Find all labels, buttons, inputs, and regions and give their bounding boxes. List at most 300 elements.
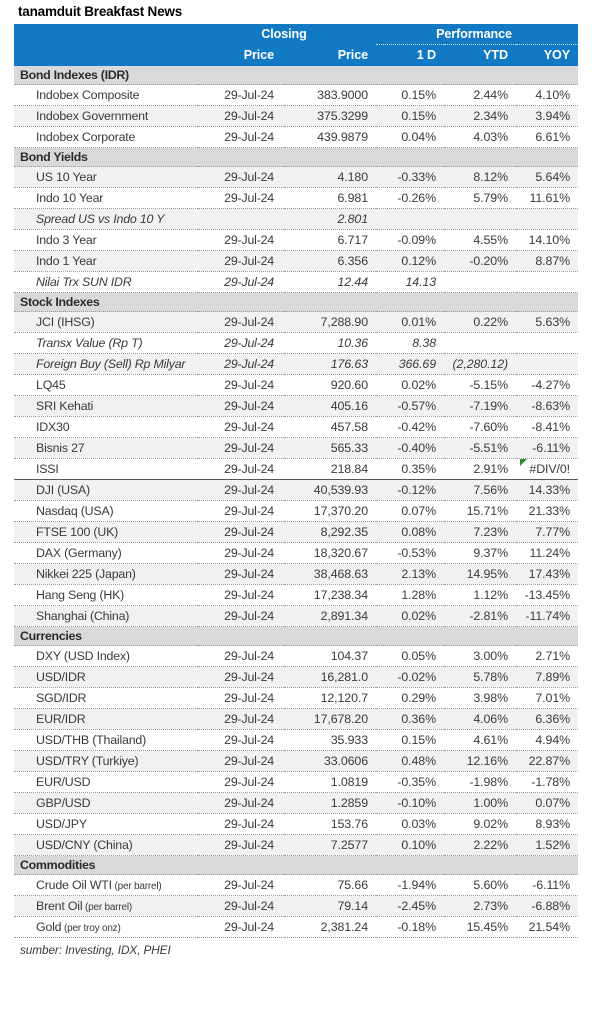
instrument-unit-note: (per barrel) (111, 881, 162, 892)
table-row (14, 667, 578, 688)
instrument-label: Nikkei 225 (Japan) (36, 567, 136, 581)
instrument-name (14, 646, 198, 667)
closing-price: 8,292.35 (284, 522, 376, 543)
instrument-label: EUR/IDR (36, 712, 86, 726)
instrument-label: Hang Seng (HK) (36, 588, 125, 602)
instrument-name (14, 751, 198, 772)
instrument-name (14, 667, 198, 688)
header-col-yoy: YOY (516, 45, 578, 67)
table-row (14, 480, 578, 501)
closing-date: 29-Jul-24 (198, 396, 284, 417)
table-row (14, 793, 578, 814)
closing-price: 10.36 (284, 333, 376, 354)
perf-yoy: 7.89% (516, 667, 578, 688)
section-header-row (14, 856, 578, 875)
closing-date: 29-Jul-24 (198, 85, 284, 106)
perf-1d: -0.33% (376, 167, 444, 188)
instrument-label: USD/TRY (Turkiye) (36, 754, 139, 768)
perf-yoy: -11.74% (516, 606, 578, 627)
perf-1d: 0.01% (376, 312, 444, 333)
table-row (14, 772, 578, 793)
table-row (14, 688, 578, 709)
perf-ytd: -1.98% (444, 772, 516, 793)
perf-yoy: 21.33% (516, 501, 578, 522)
perf-1d: 0.35% (376, 459, 444, 480)
perf-yoy: 8.93% (516, 814, 578, 835)
closing-date: 29-Jul-24 (198, 543, 284, 564)
closing-date: 29-Jul-24 (198, 835, 284, 856)
closing-price: 17,678.20 (284, 709, 376, 730)
instrument-name (14, 585, 198, 606)
closing-price: 383.9000 (284, 85, 376, 106)
perf-ytd: 9.02% (444, 814, 516, 835)
instrument-label: USD/CNY (China) (36, 838, 133, 852)
perf-yoy: 6.36% (516, 709, 578, 730)
perf-yoy: -13.45% (516, 585, 578, 606)
instrument-name (14, 896, 198, 917)
section-title: Stock Indexes (14, 293, 578, 312)
closing-price: 2.801 (284, 209, 376, 230)
perf-yoy: 14.33% (516, 480, 578, 501)
perf-yoy: -6.11% (516, 438, 578, 459)
table-row (14, 835, 578, 856)
instrument-label: Nasdaq (USA) (36, 504, 114, 518)
closing-date: 29-Jul-24 (198, 251, 284, 272)
perf-1d: 0.36% (376, 709, 444, 730)
instrument-name (14, 772, 198, 793)
closing-date: 29-Jul-24 (198, 751, 284, 772)
instrument-label: Spread US vs Indo 10 Y (36, 212, 165, 226)
instrument-label: Transx Value (Rp T) (36, 336, 143, 350)
instrument-label: Indobex Composite (36, 88, 140, 102)
perf-yoy: 5.63% (516, 312, 578, 333)
instrument-label: ISSI (36, 462, 59, 476)
instrument-label: Indobex Government (36, 109, 149, 123)
closing-price: 405.16 (284, 396, 376, 417)
closing-date: 29-Jul-24 (198, 688, 284, 709)
perf-ytd: (2,280.12) (444, 354, 516, 375)
instrument-name (14, 564, 198, 585)
perf-1d: -0.02% (376, 667, 444, 688)
closing-price: 565.33 (284, 438, 376, 459)
table-row (14, 814, 578, 835)
header-group-performance: Performance (376, 24, 578, 45)
perf-ytd: 1.12% (444, 585, 516, 606)
perf-yoy (516, 354, 578, 375)
instrument-name (14, 354, 198, 375)
perf-ytd: 4.55% (444, 230, 516, 251)
error-value-wrapper (529, 462, 570, 476)
header-spacer (14, 24, 198, 45)
instrument-name (14, 106, 198, 127)
closing-date: 29-Jul-24 (198, 730, 284, 751)
perf-ytd: 1.00% (444, 793, 516, 814)
instrument-name (14, 438, 198, 459)
section-title: Bond Yields (14, 148, 578, 167)
header-col-1d: 1 D (376, 45, 444, 67)
table-row (14, 875, 578, 896)
perf-1d: 0.29% (376, 688, 444, 709)
perf-ytd: 15.71% (444, 501, 516, 522)
perf-yoy: 8.87% (516, 251, 578, 272)
perf-yoy (516, 333, 578, 354)
table-row (14, 127, 578, 148)
perf-ytd: 7.23% (444, 522, 516, 543)
table-row (14, 272, 578, 293)
closing-date: 29-Jul-24 (198, 814, 284, 835)
perf-yoy: 4.10% (516, 85, 578, 106)
table-row (14, 312, 578, 333)
perf-1d: -0.26% (376, 188, 444, 209)
closing-date: 29-Jul-24 (198, 646, 284, 667)
perf-1d: 0.02% (376, 606, 444, 627)
instrument-name (14, 251, 198, 272)
perf-1d: 2.13% (376, 564, 444, 585)
instrument-label: Shanghai (China) (36, 609, 130, 623)
perf-yoy: 0.07% (516, 793, 578, 814)
perf-1d: -0.10% (376, 793, 444, 814)
instrument-label: LQ45 (36, 378, 66, 392)
closing-date: 29-Jul-24 (198, 167, 284, 188)
table-header (14, 24, 578, 66)
perf-1d: 0.15% (376, 730, 444, 751)
closing-date: 29-Jul-24 (198, 375, 284, 396)
perf-yoy: 2.71% (516, 646, 578, 667)
page-title: tanamduit Breakfast News (18, 4, 183, 19)
perf-1d: -0.18% (376, 917, 444, 938)
perf-ytd: -7.19% (444, 396, 516, 417)
table-row (14, 106, 578, 127)
closing-date: 29-Jul-24 (198, 522, 284, 543)
instrument-name (14, 730, 198, 751)
instrument-name (14, 522, 198, 543)
header-col-ytd: YTD (444, 45, 516, 67)
header-col-date: Price (198, 45, 284, 67)
instrument-label: USD/THB (Thailand) (36, 733, 147, 747)
perf-1d: 0.15% (376, 85, 444, 106)
instrument-name (14, 85, 198, 106)
instrument-label: EUR/USD (36, 775, 91, 789)
instrument-label: DAX (Germany) (36, 546, 122, 560)
perf-yoy: 11.61% (516, 188, 578, 209)
closing-price: 79.14 (284, 896, 376, 917)
closing-price: 218.84 (284, 459, 376, 480)
perf-yoy: -8.41% (516, 417, 578, 438)
closing-date: 29-Jul-24 (198, 667, 284, 688)
closing-date: 29-Jul-24 (198, 917, 284, 938)
closing-price: 2,891.34 (284, 606, 376, 627)
instrument-label: Indo 1 Year (36, 254, 97, 268)
table-row (14, 917, 578, 938)
perf-ytd: 5.78% (444, 667, 516, 688)
perf-1d: -2.45% (376, 896, 444, 917)
instrument-label: USD/JPY (36, 817, 87, 831)
perf-1d: 14.13 (376, 272, 444, 293)
perf-ytd: 2.22% (444, 835, 516, 856)
perf-yoy: -6.11% (516, 875, 578, 896)
perf-1d: 0.08% (376, 522, 444, 543)
closing-date: 29-Jul-24 (198, 354, 284, 375)
instrument-label: Foreign Buy (Sell) Rp Milyar (36, 357, 186, 371)
instrument-name (14, 917, 198, 938)
closing-price: 17,238.34 (284, 585, 376, 606)
perf-yoy-value: #DIV/0! (529, 462, 571, 476)
table-row (14, 209, 578, 230)
instrument-name (14, 209, 198, 230)
instrument-label: Indo 10 Year (36, 191, 104, 205)
closing-date: 29-Jul-24 (198, 564, 284, 585)
perf-ytd: 9.37% (444, 543, 516, 564)
instrument-name (14, 188, 198, 209)
perf-yoy: 21.54% (516, 917, 578, 938)
perf-ytd (444, 272, 516, 293)
perf-yoy: -8.63% (516, 396, 578, 417)
instrument-name (14, 793, 198, 814)
table-row (14, 459, 578, 480)
closing-date: 29-Jul-24 (198, 438, 284, 459)
instrument-name (14, 272, 198, 293)
table-row (14, 188, 578, 209)
table-row (14, 396, 578, 417)
perf-ytd: 3.98% (444, 688, 516, 709)
perf-ytd: -7.60% (444, 417, 516, 438)
closing-price: 2,381.24 (284, 917, 376, 938)
closing-price: 33.0606 (284, 751, 376, 772)
closing-date: 29-Jul-24 (198, 793, 284, 814)
table-row (14, 375, 578, 396)
instrument-label: Nilai Trx SUN IDR (36, 275, 132, 289)
instrument-label: DJI (USA) (36, 483, 90, 497)
closing-date: 29-Jul-24 (198, 230, 284, 251)
table-row (14, 333, 578, 354)
instrument-name (14, 375, 198, 396)
instrument-name (14, 835, 198, 856)
perf-ytd: 4.06% (444, 709, 516, 730)
table-row (14, 564, 578, 585)
perf-1d: 0.05% (376, 646, 444, 667)
section-header-row (14, 627, 578, 646)
perf-ytd: -0.20% (444, 251, 516, 272)
closing-date: 29-Jul-24 (198, 127, 284, 148)
instrument-name (14, 417, 198, 438)
instrument-name (14, 127, 198, 148)
table-row (14, 230, 578, 251)
perf-ytd: -5.15% (444, 375, 516, 396)
perf-1d (376, 209, 444, 230)
instrument-label: US 10 Year (36, 170, 97, 184)
section-title: Bond Indexes (IDR) (14, 66, 578, 85)
instrument-name (14, 480, 198, 501)
header-group-closing: Closing (198, 24, 376, 45)
perf-ytd: 0.22% (444, 312, 516, 333)
perf-ytd: 5.79% (444, 188, 516, 209)
instrument-label: Indobex Corporate (36, 130, 136, 144)
closing-price: 1.2859 (284, 793, 376, 814)
instrument-label: Indo 3 Year (36, 233, 97, 247)
instrument-label: JCI (IHSG) (36, 315, 95, 329)
perf-ytd: 15.45% (444, 917, 516, 938)
closing-date: 29-Jul-24 (198, 875, 284, 896)
instrument-name (14, 501, 198, 522)
closing-price: 439.9879 (284, 127, 376, 148)
closing-price: 17,370.20 (284, 501, 376, 522)
closing-price: 16,281.0 (284, 667, 376, 688)
instrument-name (14, 606, 198, 627)
perf-ytd: -2.81% (444, 606, 516, 627)
closing-date: 29-Jul-24 (198, 333, 284, 354)
closing-price: 6.981 (284, 188, 376, 209)
perf-ytd: 2.34% (444, 106, 516, 127)
perf-1d: -0.57% (376, 396, 444, 417)
perf-1d: 0.12% (376, 251, 444, 272)
instrument-name (14, 396, 198, 417)
error-flag-triangle-icon (520, 459, 527, 466)
perf-ytd: 2.91% (444, 459, 516, 480)
closing-date: 29-Jul-24 (198, 501, 284, 522)
closing-price: 7.2577 (284, 835, 376, 856)
table-row (14, 896, 578, 917)
perf-1d: 8.38 (376, 333, 444, 354)
section-header-row (14, 293, 578, 312)
perf-1d: -0.09% (376, 230, 444, 251)
perf-yoy: 14.10% (516, 230, 578, 251)
table-row (14, 167, 578, 188)
closing-price: 153.76 (284, 814, 376, 835)
perf-yoy: 22.87% (516, 751, 578, 772)
market-data-table (14, 24, 578, 938)
instrument-label: GBP/USD (36, 796, 91, 810)
perf-1d: -0.12% (376, 480, 444, 501)
perf-yoy: 11.24% (516, 543, 578, 564)
perf-yoy (516, 459, 578, 480)
closing-date: 29-Jul-24 (198, 188, 284, 209)
perf-yoy: -4.27% (516, 375, 578, 396)
instrument-name (14, 709, 198, 730)
closing-date: 29-Jul-24 (198, 106, 284, 127)
perf-ytd: 4.61% (444, 730, 516, 751)
perf-1d: 0.48% (376, 751, 444, 772)
perf-1d: -1.94% (376, 875, 444, 896)
perf-yoy: -6.88% (516, 896, 578, 917)
perf-yoy: 1.52% (516, 835, 578, 856)
table-row (14, 522, 578, 543)
table-row (14, 709, 578, 730)
perf-yoy: 7.77% (516, 522, 578, 543)
instrument-label: Crude Oil WTI (36, 878, 112, 892)
closing-date: 29-Jul-24 (198, 896, 284, 917)
header-col-price: Price (284, 45, 376, 67)
closing-date: 29-Jul-24 (198, 312, 284, 333)
perf-yoy (516, 209, 578, 230)
table-row (14, 646, 578, 667)
closing-date: 29-Jul-24 (198, 417, 284, 438)
perf-1d: 0.07% (376, 501, 444, 522)
instrument-name (14, 814, 198, 835)
header-spacer-2 (14, 45, 198, 67)
perf-yoy: 4.94% (516, 730, 578, 751)
closing-price: 920.60 (284, 375, 376, 396)
closing-price: 12,120.7 (284, 688, 376, 709)
perf-ytd: -5.51% (444, 438, 516, 459)
section-header-row (14, 66, 578, 85)
closing-date: 29-Jul-24 (198, 480, 284, 501)
closing-date: 29-Jul-24 (198, 459, 284, 480)
instrument-name (14, 459, 198, 480)
section-header-row (14, 148, 578, 167)
closing-price: 7,288.90 (284, 312, 376, 333)
perf-ytd (444, 333, 516, 354)
instrument-name (14, 167, 198, 188)
instrument-label: FTSE 100 (UK) (36, 525, 119, 539)
section-title: Currencies (14, 627, 578, 646)
instrument-label: SGD/IDR (36, 691, 87, 705)
instrument-label: DXY (USD Index) (36, 649, 130, 663)
closing-price: 6.356 (284, 251, 376, 272)
perf-yoy (516, 272, 578, 293)
perf-yoy: 3.94% (516, 106, 578, 127)
closing-date (198, 209, 284, 230)
perf-1d: -0.53% (376, 543, 444, 564)
closing-date: 29-Jul-24 (198, 272, 284, 293)
closing-price: 176.63 (284, 354, 376, 375)
perf-yoy: -1.78% (516, 772, 578, 793)
perf-1d: 0.15% (376, 106, 444, 127)
instrument-name (14, 312, 198, 333)
perf-1d: 0.04% (376, 127, 444, 148)
table-row (14, 85, 578, 106)
closing-price: 75.66 (284, 875, 376, 896)
instrument-label: Gold (36, 920, 62, 934)
closing-price: 38,468.63 (284, 564, 376, 585)
perf-1d: 0.02% (376, 375, 444, 396)
perf-yoy: 5.64% (516, 167, 578, 188)
table-row (14, 543, 578, 564)
closing-date: 29-Jul-24 (198, 585, 284, 606)
instrument-label: IDX30 (36, 420, 70, 434)
source-note: sumber: Investing, IDX, PHEI (20, 943, 171, 957)
instrument-label: Brent Oil (36, 899, 83, 913)
perf-1d: -0.35% (376, 772, 444, 793)
closing-date: 29-Jul-24 (198, 709, 284, 730)
closing-price: 12.44 (284, 272, 376, 293)
perf-ytd: 12.16% (444, 751, 516, 772)
closing-price: 6.717 (284, 230, 376, 251)
instrument-name (14, 543, 198, 564)
table-row (14, 417, 578, 438)
perf-1d: -0.40% (376, 438, 444, 459)
closing-price: 35.933 (284, 730, 376, 751)
table-row (14, 751, 578, 772)
instrument-name (14, 688, 198, 709)
closing-price: 104.37 (284, 646, 376, 667)
table-body (14, 66, 578, 938)
perf-ytd: 3.00% (444, 646, 516, 667)
closing-date: 29-Jul-24 (198, 606, 284, 627)
closing-price: 40,539.93 (284, 480, 376, 501)
closing-price: 375.3299 (284, 106, 376, 127)
closing-price: 4.180 (284, 167, 376, 188)
table-row (14, 438, 578, 459)
instrument-unit-note: (per troy onz) (61, 923, 121, 934)
instrument-label: Bisnis 27 (36, 441, 85, 455)
perf-ytd (444, 209, 516, 230)
instrument-name (14, 333, 198, 354)
closing-price: 1.0819 (284, 772, 376, 793)
perf-1d: -0.42% (376, 417, 444, 438)
perf-yoy: 6.61% (516, 127, 578, 148)
perf-1d: 366.69 (376, 354, 444, 375)
instrument-label: USD/IDR (36, 670, 86, 684)
